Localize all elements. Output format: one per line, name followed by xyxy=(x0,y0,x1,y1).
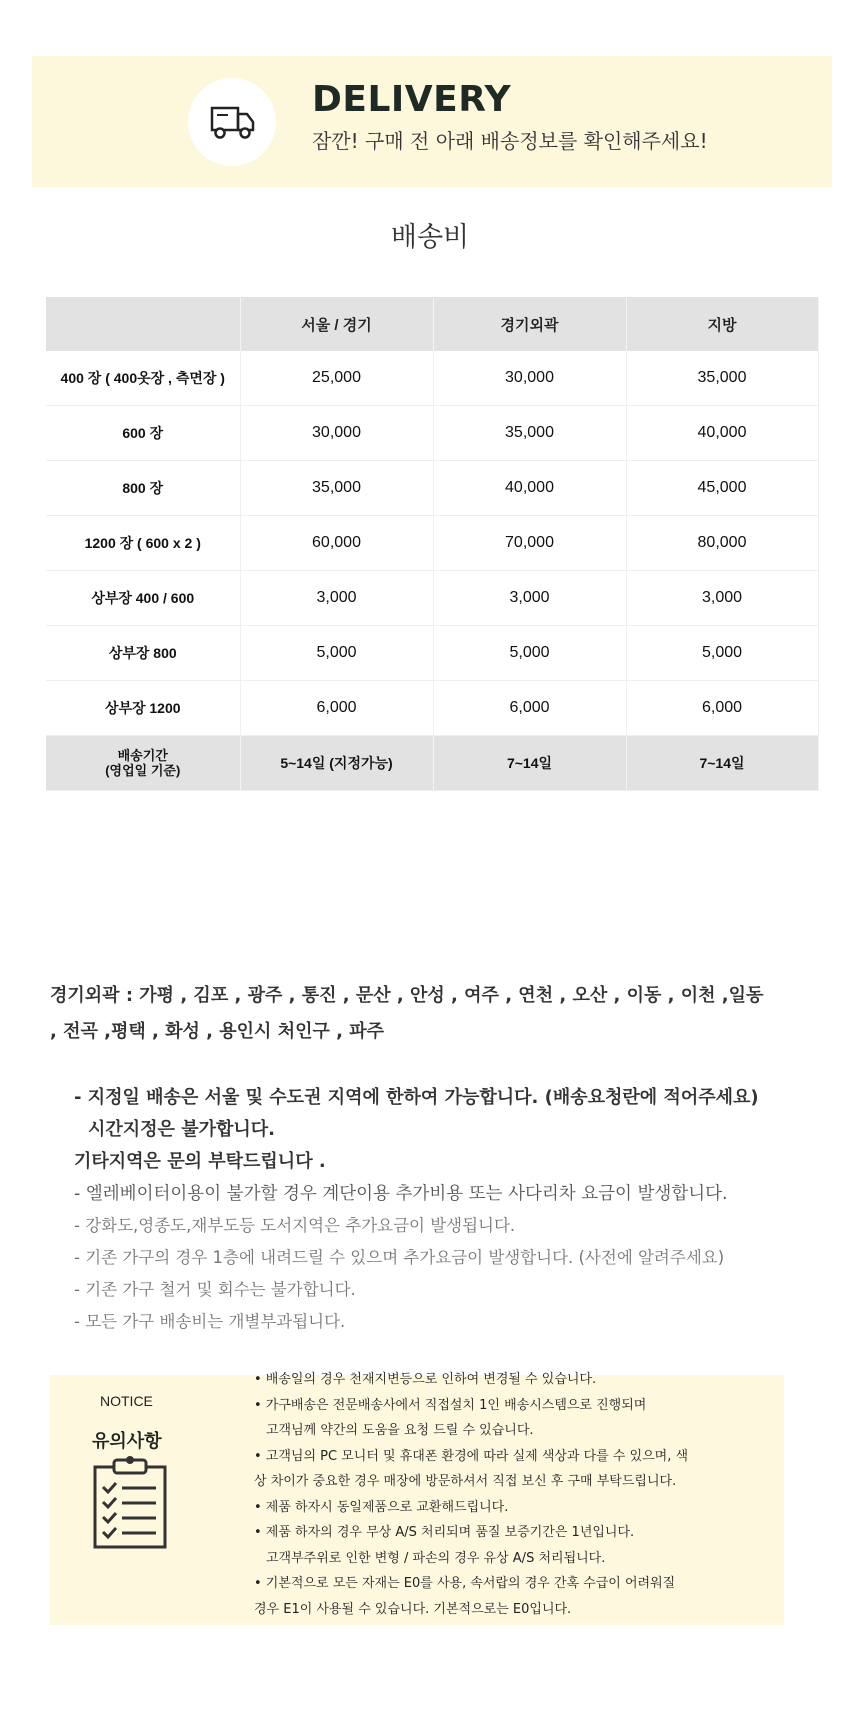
period-label-line2: (영업일 기준) xyxy=(105,763,181,778)
row-label: 600 장 xyxy=(46,406,240,461)
table-header-cell: 서울 / 경기 xyxy=(240,297,433,351)
shipping-fee-title: 배송비 xyxy=(390,222,470,253)
note-item: - 엘레베이터이용이 불가할 경우 계단이용 추가비용 또는 사다리차 요금이 발생합니다. xyxy=(74,1184,728,1204)
table-row xyxy=(46,681,818,736)
fee-cell: 3,000 xyxy=(240,571,433,626)
fee-cell: 40,000 xyxy=(433,461,626,516)
fee-cell: 6,000 xyxy=(433,681,626,736)
note-item: - 강화도,영종도,재부도등 도서지역은 추가요금이 발생됩니다. xyxy=(74,1216,516,1235)
outer-region-list: 경기외곽 : 가평 , 김포 , 광주 , 통진 , 문산 , 안성 , 여주 , 연천 , 오산 , 이동 , 이천 ,일동 , 전곡 ,평택 , 화성 , 용인시 처인구 , 파주 xyxy=(50,985,764,1042)
row-label: 상부장 1200 xyxy=(46,681,240,736)
notice-item: 경우 E1이 사용될 수 있습니다. 기본적으로는 E0입니다. xyxy=(254,1601,572,1617)
table-header-cell: 경기외곽 xyxy=(433,297,626,351)
fee-cell: 35,000 xyxy=(433,406,626,461)
banner-subtitle: 잠깐! 구매 전 아래 배송정보를 확인해주세요! xyxy=(312,129,708,153)
table-row xyxy=(46,351,818,406)
note-item: - 기존 가구 철거 및 회수는 불가합니다. xyxy=(74,1280,356,1299)
fee-cell: 40,000 xyxy=(626,406,818,461)
table-header-cell: 지방 xyxy=(626,297,818,351)
delivery-banner xyxy=(32,56,832,187)
period-label-line1: 배송기간 xyxy=(117,748,168,763)
notice-label: NOTICE xyxy=(100,1393,153,1409)
truck-icon xyxy=(210,102,256,142)
table-header-row xyxy=(46,297,818,351)
clipboard-checklist-icon xyxy=(90,1455,170,1551)
table-row xyxy=(46,571,818,626)
note-item: - 모든 가구 배송비는 개별부과됩니다. xyxy=(74,1312,346,1331)
fee-cell: 5,000 xyxy=(626,626,818,681)
notice-item: 고객부주위로 인한 변형 / 파손의 경우 유상 A/S 처리됩니다. xyxy=(266,1550,606,1566)
fee-cell: 6,000 xyxy=(240,681,433,736)
note-item: 시간지정은 불가합니다. xyxy=(88,1119,275,1140)
period-cell: 7~14일 xyxy=(626,736,818,791)
notice-item: • 고객님의 PC 모니터 및 휴대폰 환경에 따라 실제 색상과 다를 수 있으며, 색 xyxy=(254,1448,689,1464)
table-row xyxy=(46,406,818,461)
notice-list xyxy=(254,1367,774,1622)
delivery-period-row xyxy=(46,736,818,791)
table-header-cell xyxy=(46,297,240,351)
fee-cell: 30,000 xyxy=(433,351,626,406)
note-item: 기타지역은 문의 부탁드립니다 . xyxy=(74,1151,326,1172)
notice-item: • 제품 하자의 경우 무상 A/S 처리되며 품질 보증기간은 1년입니다. xyxy=(254,1525,635,1540)
table-row xyxy=(46,626,818,681)
period-cell: 5~14일 (지정가능) xyxy=(240,736,433,791)
banner-title: DELIVERY xyxy=(312,79,512,120)
fee-cell: 3,000 xyxy=(433,571,626,626)
notice-item: 고객님께 약간의 도움을 요청 드릴 수 있습니다. xyxy=(266,1423,534,1438)
fee-cell: 25,000 xyxy=(240,351,433,406)
note-item: - 기존 가구의 경우 1층에 내려드릴 수 있으며 추가요금이 발생합니다. (사전에 알려주세요) xyxy=(74,1248,725,1267)
row-label: 1200 장 ( 600 x 2 ) xyxy=(46,516,240,571)
notice-item: • 배송일의 경우 천재지변등으로 인하여 변경될 수 있습니다. xyxy=(254,1372,597,1387)
fee-cell: 5,000 xyxy=(433,626,626,681)
notice-box xyxy=(50,1372,784,1625)
row-label: 400 장 ( 400옷장 , 측면장 ) xyxy=(46,351,240,406)
fee-cell: 60,000 xyxy=(240,516,433,571)
fee-cell: 35,000 xyxy=(240,461,433,516)
fee-cell: 6,000 xyxy=(626,681,818,736)
fee-cell: 5,000 xyxy=(240,626,433,681)
fee-cell: 3,000 xyxy=(626,571,818,626)
fee-cell: 45,000 xyxy=(626,461,818,516)
notice-item: • 기본적으로 모든 자재는 E0를 사용, 속서랍의 경우 간혹 수급이 어려워질 xyxy=(254,1576,676,1591)
shipping-fee-table xyxy=(46,297,819,791)
period-cell: 7~14일 xyxy=(433,736,626,791)
row-label: 800 장 xyxy=(46,461,240,516)
truck-icon-circle xyxy=(188,78,276,166)
row-label: 상부장 400 / 600 xyxy=(46,571,240,626)
fee-cell: 80,000 xyxy=(626,516,818,571)
fee-cell: 30,000 xyxy=(240,406,433,461)
delivery-notes xyxy=(74,1082,814,1338)
note-item: - 지정일 배송은 서울 및 수도권 지역에 한하여 가능합니다. (배송요청란에 적어주세요) xyxy=(74,1087,759,1108)
table-row xyxy=(46,516,818,571)
fee-cell: 35,000 xyxy=(626,351,818,406)
notice-item: • 제품 하자시 동일제품으로 교환해드립니다. xyxy=(254,1499,509,1515)
notice-item: 상 차이가 중요한 경우 매장에 방문하셔서 직접 보신 후 구매 부탁드립니다. xyxy=(254,1474,677,1489)
notice-title: 유의사항 xyxy=(92,1431,162,1452)
fee-cell: 70,000 xyxy=(433,516,626,571)
notice-item: • 가구배송은 전문배송사에서 직접설치 1인 배송시스템으로 진행되며 xyxy=(254,1397,647,1413)
period-label xyxy=(46,736,240,791)
row-label: 상부장 800 xyxy=(46,626,240,681)
table-row xyxy=(46,461,818,516)
